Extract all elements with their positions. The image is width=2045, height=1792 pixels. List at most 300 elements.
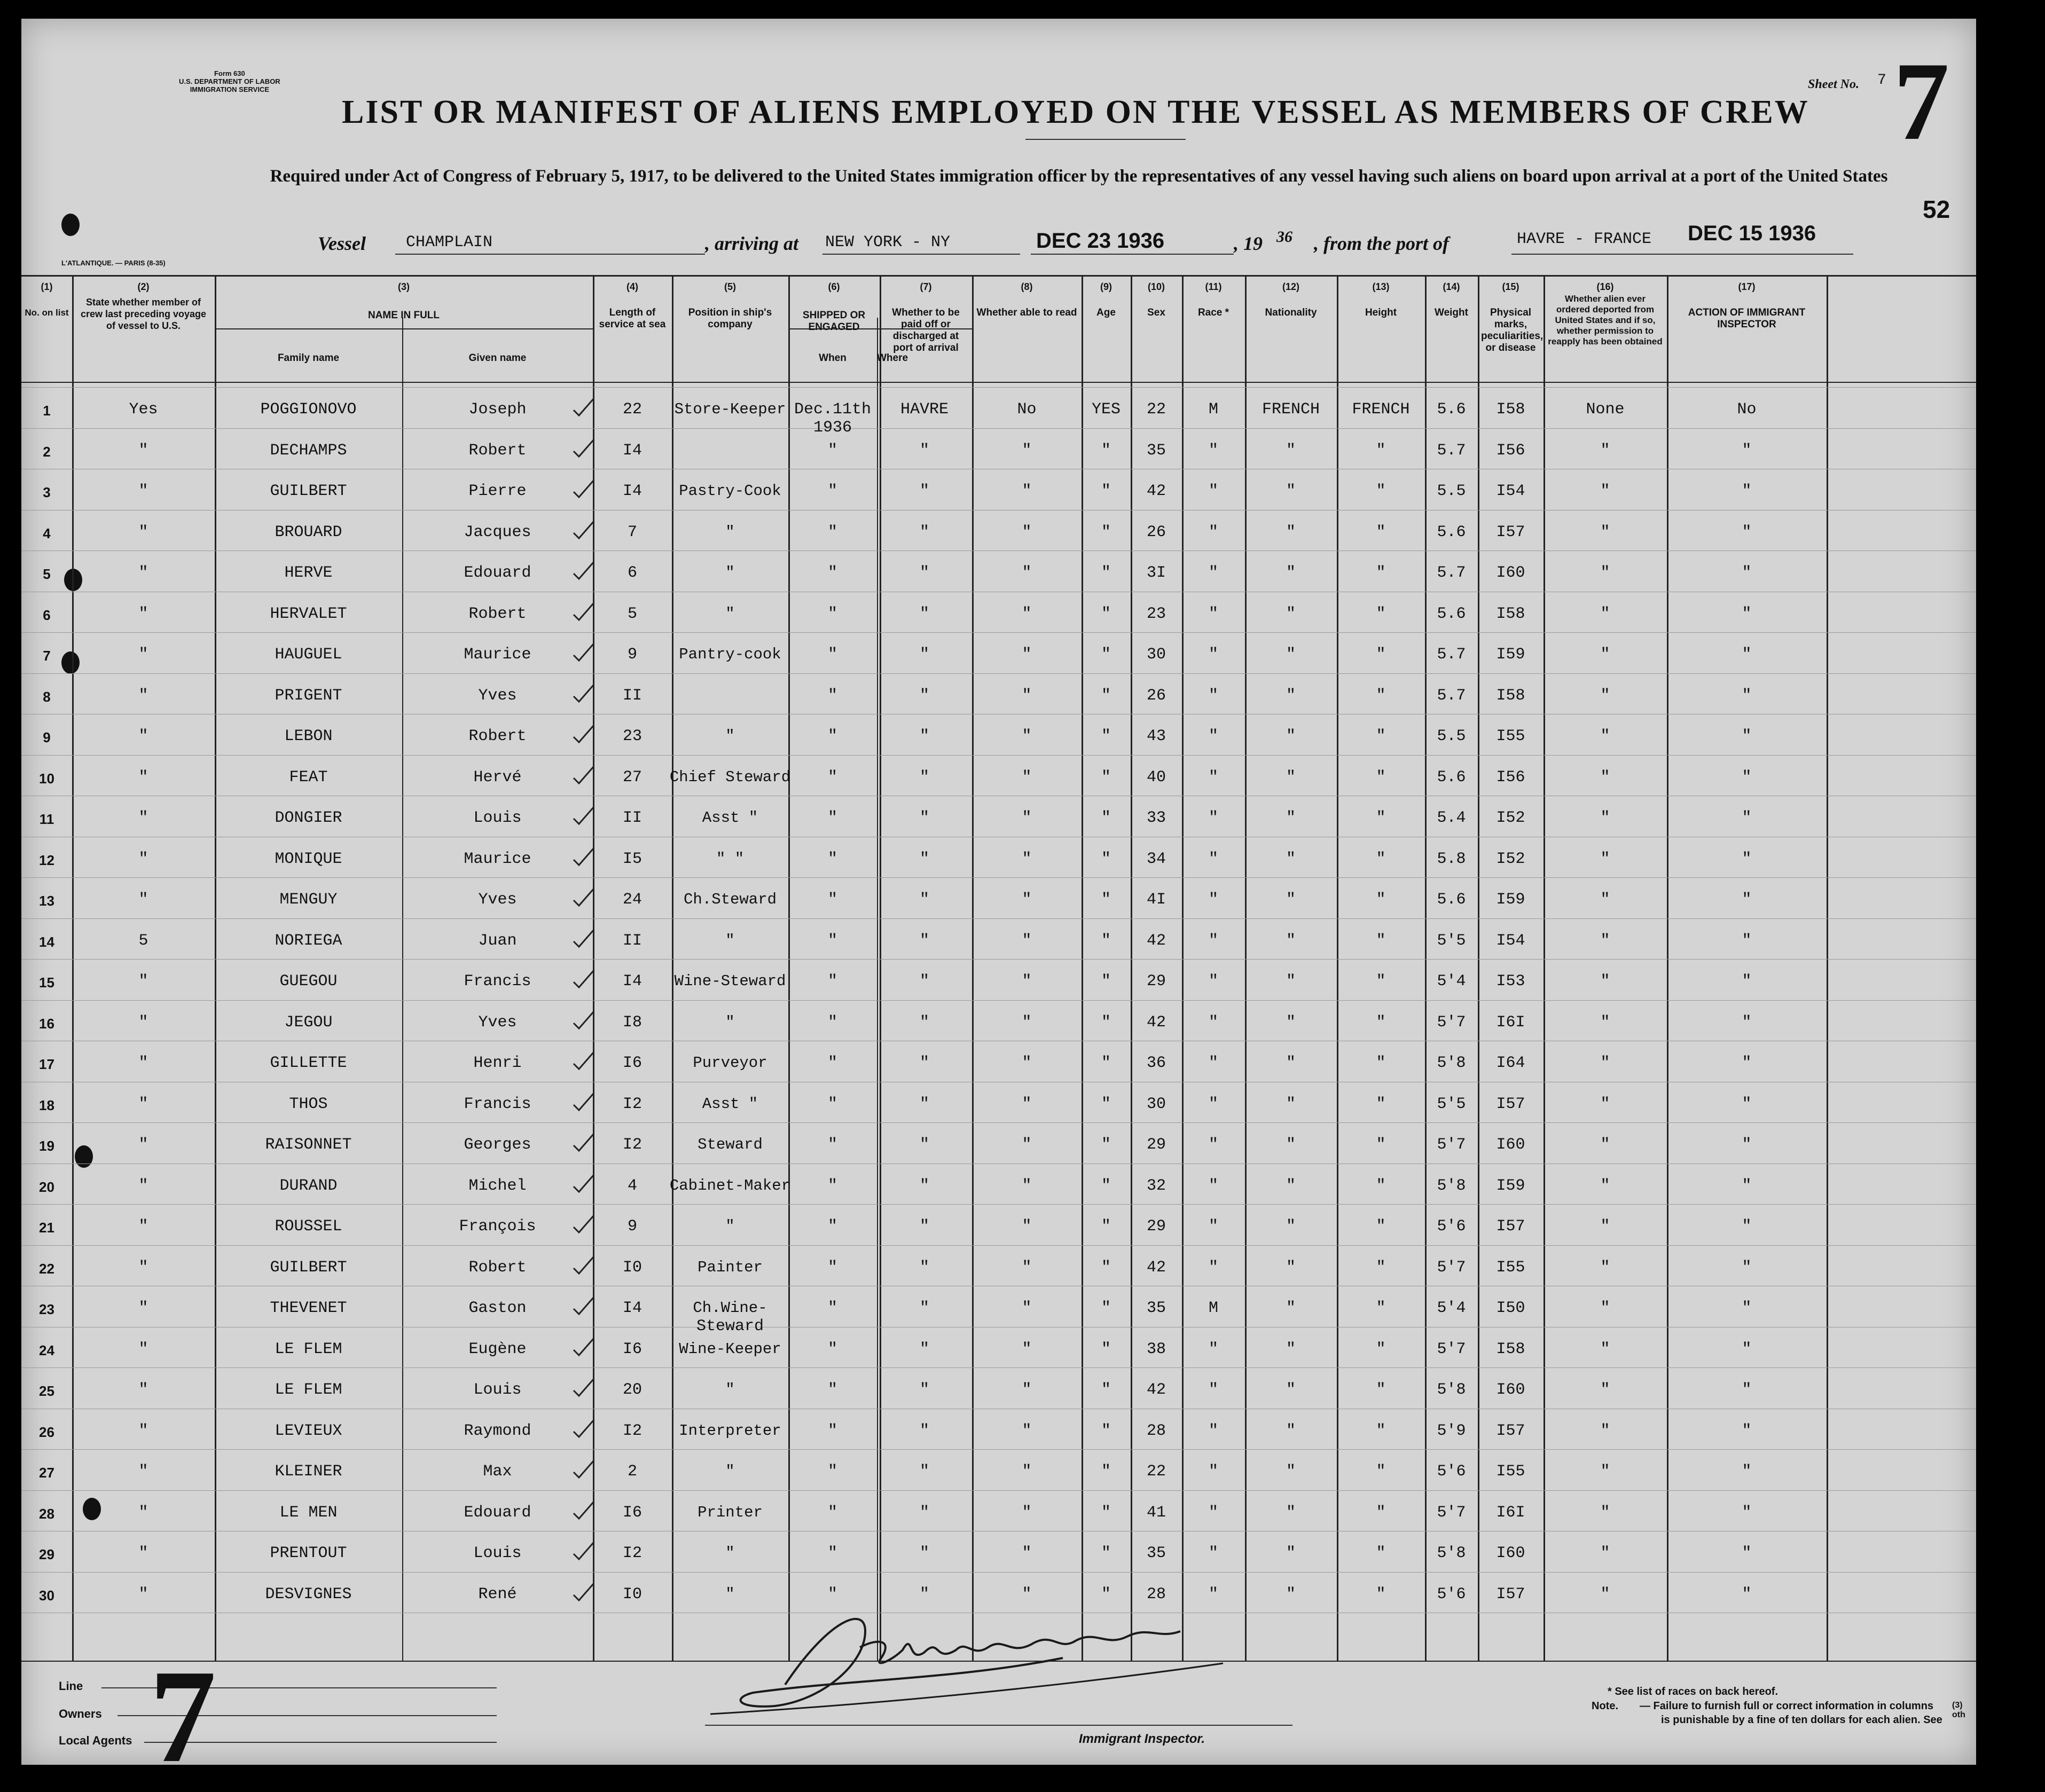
cell-no: 28 (39, 1505, 54, 1522)
cell-prev: " (138, 809, 148, 827)
cell-given: Yves (478, 1013, 517, 1032)
cell-height: 5'6 (1437, 1217, 1466, 1236)
inspector-signature (689, 1599, 1303, 1738)
cell-sex: M (1208, 1299, 1218, 1317)
column-number: (12) (1282, 281, 1299, 292)
cell-where: " (919, 1503, 929, 1522)
cell-no: 16 (39, 1015, 54, 1032)
cell-prev: " (138, 564, 148, 582)
cell-where: " (919, 1381, 929, 1399)
cell-read: " (1101, 1299, 1111, 1317)
cell-marks: " (1600, 1136, 1610, 1154)
cell-age: 4I (1146, 891, 1166, 909)
cell-where: " (919, 1258, 929, 1277)
check-mark-icon (571, 519, 596, 540)
cell-deported: " (1742, 482, 1752, 500)
cell-family: LE FLEM (275, 1381, 342, 1399)
cell-where: " (919, 1340, 929, 1358)
cell-sex: " (1208, 1217, 1218, 1236)
cell-prev: " (138, 1340, 148, 1358)
cell-service: II (622, 809, 642, 827)
cell-weight: I59 (1496, 646, 1525, 664)
cell-given: Gaston (468, 1299, 527, 1317)
header-bottom-rule (21, 382, 1976, 383)
check-mark-icon (571, 968, 596, 989)
column-header: SHIPPED OR ENGAGED (802, 310, 866, 333)
cell-where: " (919, 931, 929, 950)
cell-when: " (827, 646, 837, 664)
column-number: (5) (724, 281, 736, 292)
cell-when: " (827, 1176, 837, 1195)
vessel-label: Vessel (318, 233, 366, 254)
cell-prev: " (138, 523, 148, 541)
cell-no: 24 (39, 1342, 54, 1358)
cell-race: " (1286, 523, 1296, 541)
cell-paid: " (1022, 1095, 1032, 1113)
cell-age: 41 (1146, 1503, 1166, 1522)
form-identifier: Form 630 U.S. DEPARTMENT OF LABOR IMMIGRATION SERVICE (179, 69, 280, 93)
cell-paid: " (1022, 604, 1032, 623)
cell-where: " (919, 972, 929, 991)
column-number: (1) (41, 281, 53, 292)
subheader-rule (215, 328, 593, 329)
cell-prev: " (138, 1136, 148, 1154)
cell-age: 22 (1146, 1463, 1166, 1481)
cell-where: " (919, 1421, 929, 1440)
cell-read: " (1101, 1054, 1111, 1072)
cell-marks: " (1600, 1176, 1610, 1195)
column-number: (2) (137, 281, 150, 292)
cell-read: " (1101, 686, 1111, 705)
cell-given: Robert (468, 441, 527, 460)
cell-sex: " (1208, 1503, 1218, 1522)
cell-height: 5.7 (1437, 646, 1466, 664)
cell-service: 24 (622, 891, 642, 909)
cell-age: 42 (1146, 1381, 1166, 1399)
column-header: Whether able to read (976, 307, 1077, 318)
cell-weight: I54 (1496, 482, 1525, 500)
cell-height: 5'4 (1437, 1299, 1466, 1317)
publisher-imprint: L'ATLANTIQUE. — PARIS (8-35) (61, 259, 166, 267)
cell-position-line-2: Steward (696, 1317, 764, 1335)
cell-no: 10 (39, 770, 54, 787)
cell-prev: " (138, 1258, 148, 1277)
cell-read: " (1101, 441, 1111, 460)
cell-deported: No (1737, 400, 1757, 419)
cell-read: " (1101, 1421, 1111, 1440)
cell-where: " (919, 1054, 929, 1072)
cell-when: " (827, 1095, 837, 1113)
cell-age: 34 (1146, 850, 1166, 868)
vessel-name: CHAMPLAIN (406, 233, 493, 251)
cell-weight: I60 (1496, 1381, 1525, 1399)
column-number: (13) (1372, 281, 1390, 292)
cell-age: 26 (1146, 686, 1166, 705)
cell-read: " (1101, 727, 1111, 745)
row-rule (21, 673, 1976, 674)
cell-nat: " (1376, 1299, 1386, 1317)
cell-when: " (827, 1585, 837, 1604)
check-mark-icon (571, 396, 596, 418)
row-rule (21, 877, 1976, 878)
cell-race: " (1286, 1503, 1296, 1522)
cell-prev: " (138, 1217, 148, 1236)
cell-prev: " (138, 441, 148, 460)
row-rule (21, 1245, 1976, 1246)
cell-service: 4 (627, 1176, 637, 1195)
cell-nat: " (1376, 1095, 1386, 1113)
cell-sex: " (1208, 1136, 1218, 1154)
cell-service: I6 (622, 1054, 642, 1072)
check-mark-icon (571, 1377, 596, 1398)
cell-height: 5'5 (1437, 931, 1466, 950)
cell-position: " (725, 727, 735, 745)
cell-weight: I56 (1496, 441, 1525, 460)
cell-when: Dec.11th (794, 400, 872, 419)
cell-when: " (827, 604, 837, 623)
cell-when: " (827, 727, 837, 745)
cell-nat: " (1376, 768, 1386, 787)
cell-paid: " (1022, 891, 1032, 909)
cell-no: 21 (39, 1220, 54, 1236)
cell-where: " (919, 1585, 929, 1604)
cell-marks: " (1600, 972, 1610, 991)
cell-read: " (1101, 809, 1111, 827)
cell-nat: " (1376, 1217, 1386, 1236)
row-rule (21, 1490, 1976, 1491)
cell-where: " (919, 646, 929, 664)
cell-prev: " (138, 1544, 148, 1562)
column-header: Nationality (1265, 307, 1317, 318)
cell-when: " (827, 1340, 837, 1358)
cell-deported: " (1742, 523, 1752, 541)
cell-position: Asst " (702, 809, 758, 827)
cell-race: " (1286, 1544, 1296, 1562)
cell-nat: " (1376, 1176, 1386, 1195)
arrival-date-stamp: DEC 23 1936 (1036, 229, 1165, 253)
cell-height: 5.7 (1437, 686, 1466, 705)
local-agents-label: Local Agents (59, 1734, 132, 1747)
cell-height: 5'9 (1437, 1421, 1466, 1440)
note-text-line-1: — Failure to furnish full or correct information in columns (1640, 1700, 1934, 1712)
cell-deported: " (1742, 1258, 1752, 1277)
cell-sex: " (1208, 604, 1218, 623)
cell-nat: " (1376, 727, 1386, 745)
cell-race: " (1286, 1585, 1296, 1604)
cell-prev: " (138, 1381, 148, 1399)
cell-paid: " (1022, 1463, 1032, 1481)
cell-nat: " (1376, 686, 1386, 705)
cell-height: 5'6 (1437, 1585, 1466, 1604)
column-number: (16) (1596, 281, 1614, 292)
cell-deported: " (1742, 1054, 1752, 1072)
cell-age: 42 (1146, 482, 1166, 500)
cell-paid: " (1022, 1340, 1032, 1358)
cell-height: 5'7 (1437, 1013, 1466, 1032)
cell-race: " (1286, 891, 1296, 909)
cell-age: 30 (1146, 646, 1166, 664)
check-mark-icon (571, 723, 596, 744)
cell-height: 5'8 (1437, 1176, 1466, 1195)
cell-when: " (827, 482, 837, 500)
cell-weight: I57 (1496, 1217, 1525, 1236)
column-subheader: Family name (277, 352, 340, 364)
cell-paid: " (1022, 727, 1032, 745)
cell-marks: " (1600, 850, 1610, 868)
cell-no: 11 (39, 811, 54, 827)
cell-service: I0 (622, 1585, 642, 1604)
cell-marks: " (1600, 1258, 1610, 1277)
check-mark-icon (571, 846, 596, 867)
check-mark-icon (571, 886, 596, 908)
cell-when: " (827, 1463, 837, 1481)
cell-given: Maurice (464, 646, 531, 664)
cell-no: 22 (39, 1260, 54, 1277)
column-header: Whether alien ever ordered deported from United States and if so, whether permission to reapply has been obtained (1548, 294, 1663, 347)
cell-age: 43 (1146, 727, 1166, 745)
cell-sex: " (1208, 523, 1218, 541)
column-header: Physical marks, peculiarities, or disease (1481, 307, 1543, 353)
cell-given: Robert (468, 1258, 527, 1277)
cell-position: " " (716, 850, 745, 868)
cell-position: " (725, 564, 735, 581)
column-header: State whether member of crew last preceding voyage of vessel to U.S. (80, 297, 207, 331)
departure-date-stamp: DEC 15 1936 (1688, 222, 1816, 245)
cell-when: " (827, 1258, 837, 1277)
cell-paid: " (1022, 1585, 1032, 1604)
cell-marks: " (1600, 523, 1610, 541)
cell-given: Maurice (464, 850, 531, 868)
cell-marks: " (1600, 646, 1610, 664)
cell-paid: " (1022, 482, 1032, 500)
cell-paid: " (1022, 523, 1032, 541)
cell-nat: " (1376, 809, 1386, 827)
cell-weight: I58 (1496, 1340, 1525, 1358)
cell-paid: " (1022, 1054, 1032, 1072)
cell-height: 5'7 (1437, 1258, 1466, 1277)
cell-race: " (1286, 768, 1296, 787)
cell-when: " (827, 1503, 837, 1522)
cell-where: " (919, 686, 929, 705)
cell-paid: " (1022, 441, 1032, 460)
check-mark-icon (571, 641, 596, 663)
cell-read: YES (1091, 400, 1121, 419)
cell-no: 8 (43, 688, 51, 705)
column-header: Sex (1147, 307, 1165, 318)
cell-read: " (1101, 604, 1111, 623)
cell-when: " (827, 441, 837, 460)
cell-age: 30 (1146, 1095, 1166, 1113)
cell-given: Pierre (468, 482, 527, 500)
cell-no: 27 (39, 1465, 54, 1481)
cell-family: GUILBERT (270, 482, 347, 500)
cell-age: 29 (1146, 1217, 1166, 1236)
cell-service: 6 (627, 564, 637, 582)
cell-read: " (1101, 1463, 1111, 1481)
cell-service: I4 (622, 972, 642, 991)
cell-weight: I60 (1496, 564, 1525, 582)
cell-position: Ch.Steward (683, 891, 777, 908)
cell-no: 4 (43, 525, 51, 541)
cell-paid: " (1022, 1258, 1032, 1277)
cell-family: DESVIGNES (265, 1585, 352, 1604)
from-port-label: , from the port of (1314, 233, 1449, 254)
column-header: Length of service at sea (599, 307, 666, 330)
inspector-label: Immigrant Inspector. (1079, 1732, 1205, 1746)
cell-where: HAVRE (900, 400, 949, 419)
cell-service: I2 (622, 1544, 642, 1562)
cell-where: " (919, 604, 929, 623)
cell-marks: " (1600, 441, 1610, 460)
cell-sex: " (1208, 1585, 1218, 1604)
cell-given: René (478, 1585, 517, 1604)
cell-given: Raymond (464, 1421, 531, 1440)
cell-sex: " (1208, 931, 1218, 950)
cell-position: Cabinet-Maker (669, 1176, 791, 1194)
cell-paid: " (1022, 646, 1032, 664)
cell-where: " (919, 1176, 929, 1195)
cell-sex: " (1208, 1258, 1218, 1277)
check-mark-icon (571, 1581, 596, 1602)
cell-paid: " (1022, 768, 1032, 787)
year-suffix: 36 (1276, 228, 1292, 246)
cell-marks: " (1600, 482, 1610, 500)
cell-weight: I57 (1496, 1095, 1525, 1113)
cell-race: " (1286, 931, 1296, 950)
cell-given: Henri (473, 1054, 522, 1072)
cell-weight: I56 (1496, 768, 1525, 787)
cell-sex: " (1208, 727, 1218, 745)
cell-marks: " (1600, 1421, 1610, 1440)
cell-where: " (919, 564, 929, 582)
cell-race: FRENCH (1262, 400, 1320, 419)
cell-position: Purveyor (693, 1054, 767, 1072)
cell-no: 29 (39, 1546, 54, 1562)
cell-nat: " (1376, 564, 1386, 582)
cell-position: Wine-Steward (674, 972, 786, 990)
cell-when: " (827, 1136, 837, 1154)
arrival-port: NEW YORK - NY (825, 233, 951, 251)
cell-height: 5.8 (1437, 850, 1466, 868)
cell-age: 33 (1146, 809, 1166, 827)
cell-race: " (1286, 1258, 1296, 1277)
cell-deported: " (1742, 809, 1752, 827)
cell-prev: " (138, 1299, 148, 1317)
column-number: (8) (1021, 281, 1033, 292)
row-rule (21, 1572, 1976, 1573)
row-rule (21, 1000, 1976, 1001)
cell-sex: " (1208, 646, 1218, 664)
cell-age: 42 (1146, 931, 1166, 950)
cell-weight: I50 (1496, 1299, 1525, 1317)
cell-where: " (919, 727, 929, 745)
cell-given: Francis (464, 972, 531, 991)
cell-race: " (1286, 1463, 1296, 1481)
cell-prev: " (138, 768, 148, 787)
cell-marks: " (1600, 564, 1610, 582)
cell-no: 5 (43, 566, 51, 582)
cell-when: " (827, 768, 837, 787)
cell-family: THOS (289, 1095, 328, 1113)
cell-deported: " (1742, 604, 1752, 623)
row-rule (21, 959, 1976, 960)
cell-paid: " (1022, 1503, 1032, 1522)
cell-sex: " (1208, 482, 1218, 500)
cell-when: " (827, 1013, 837, 1032)
cell-sex: " (1208, 891, 1218, 909)
cell-age: 35 (1146, 1299, 1166, 1317)
column-subheader: Where (877, 352, 908, 364)
column-number: (17) (1738, 281, 1756, 292)
cell-age: 29 (1146, 1136, 1166, 1154)
cell-deported: " (1742, 1585, 1752, 1604)
cell-family: MENGUY (279, 891, 338, 909)
cell-position: Steward (698, 1136, 763, 1153)
cell-marks: " (1600, 1054, 1610, 1072)
cell-family: PRIGENT (275, 686, 342, 705)
cell-position: " (725, 604, 735, 623)
cell-when: " (827, 1299, 837, 1317)
cell-weight: I57 (1496, 1421, 1525, 1440)
cell-marks: " (1600, 891, 1610, 909)
punch-hole (61, 214, 80, 236)
cell-position: " (725, 1381, 735, 1398)
cell-when: " (827, 931, 837, 950)
cell-position: Printer (698, 1503, 763, 1521)
cell-height: 5'8 (1437, 1054, 1466, 1072)
cell-given: Michel (468, 1176, 527, 1195)
cell-given: Jacques (464, 523, 531, 541)
column-number: (15) (1502, 281, 1519, 292)
check-mark-icon (571, 1009, 596, 1031)
cell-weight: I52 (1496, 809, 1525, 827)
cell-height: 5'8 (1437, 1381, 1466, 1399)
cell-race: " (1286, 1381, 1296, 1399)
row-rule (21, 1204, 1976, 1205)
cell-height: 5.6 (1437, 768, 1466, 787)
cell-no: 6 (43, 607, 51, 623)
cell-nat: " (1376, 646, 1386, 664)
column-header: No. on list (25, 308, 69, 318)
cell-service: I2 (622, 1136, 642, 1154)
cell-paid: " (1022, 931, 1032, 950)
cell-family: DONGIER (275, 809, 342, 827)
cell-sex: " (1208, 1176, 1218, 1195)
column-number: (11) (1205, 281, 1222, 292)
cell-nat: " (1376, 1585, 1386, 1604)
cell-nat: " (1376, 1463, 1386, 1481)
cell-age: 35 (1146, 441, 1166, 460)
cell-marks: " (1600, 1381, 1610, 1399)
cell-service: I4 (622, 482, 642, 500)
check-mark-icon (571, 437, 596, 459)
cell-family: GUILBERT (270, 1258, 347, 1277)
cell-prev: 5 (138, 931, 148, 950)
cell-when: " (827, 564, 837, 582)
cell-service: 5 (627, 604, 637, 623)
cell-weight: I60 (1496, 1136, 1525, 1154)
cell-read: " (1101, 850, 1111, 868)
cell-age: 23 (1146, 604, 1166, 623)
cell-given: Louis (473, 1544, 522, 1562)
cell-prev: " (138, 850, 148, 868)
cell-nat: " (1376, 891, 1386, 909)
cell-when: " (827, 523, 837, 541)
cell-nat: " (1376, 1013, 1386, 1032)
cell-family: LE FLEM (275, 1340, 342, 1358)
cell-family: FEAT (289, 768, 328, 787)
cell-when: " (827, 891, 837, 909)
